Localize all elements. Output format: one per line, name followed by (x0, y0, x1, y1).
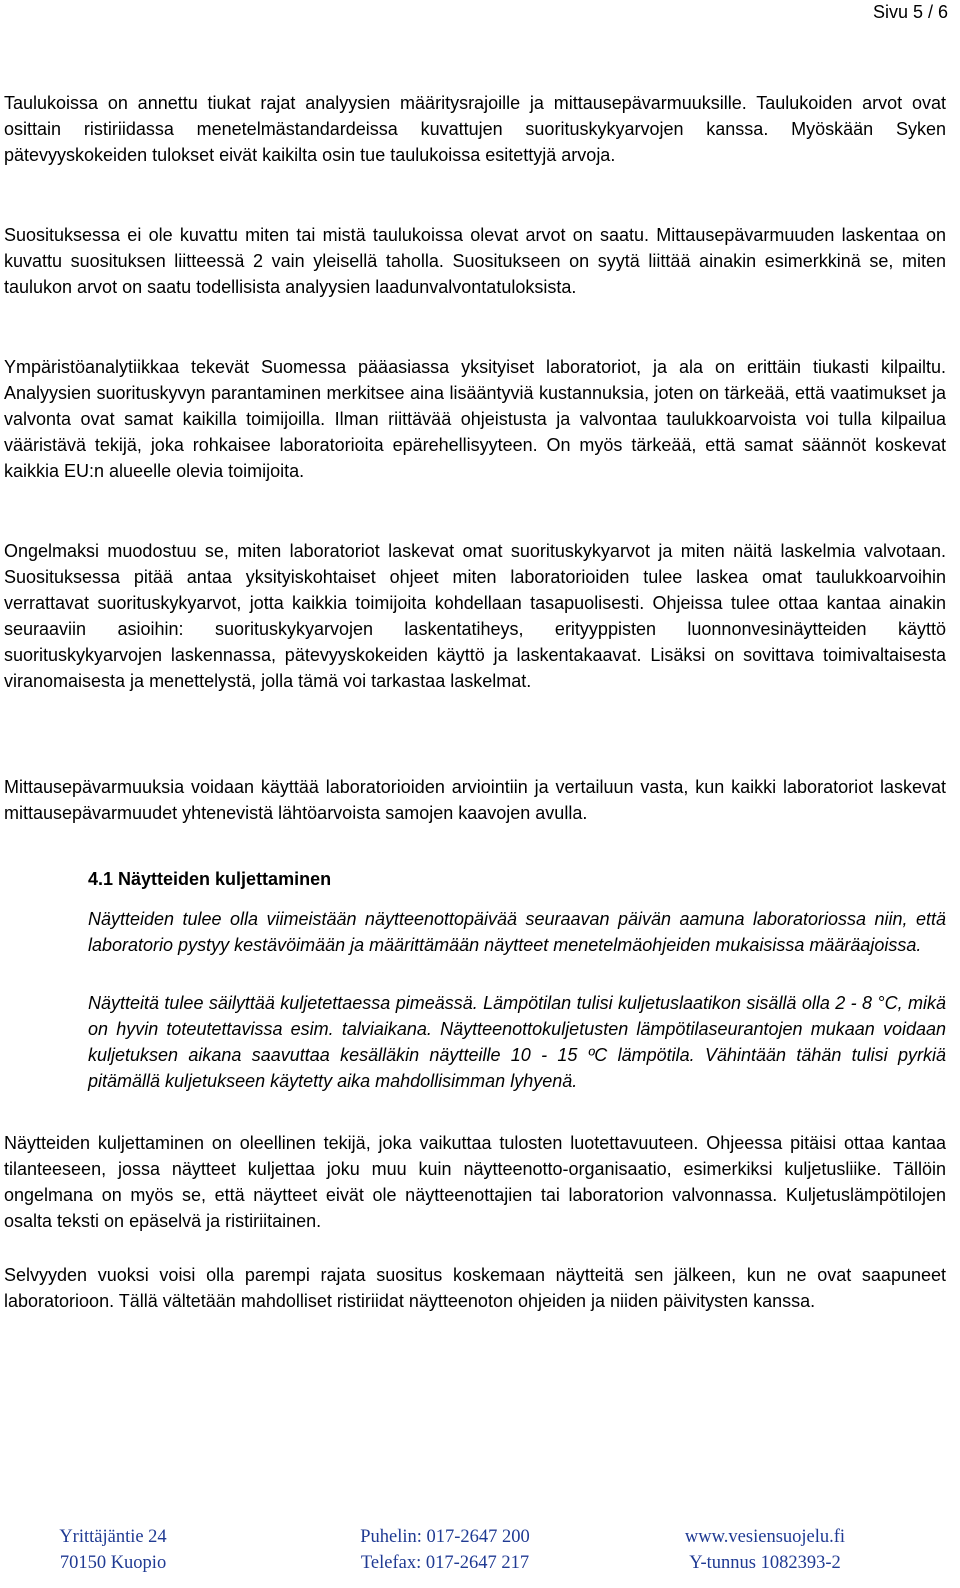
footer-business-id: Y-tunnus 1082393-2 (689, 1553, 841, 1573)
footer-phone-block (340, 1524, 550, 1576)
footer-fax: Telefax: 017-2647 217 (360, 1553, 530, 1573)
footer-phone: Puhelin: 017-2647 200 (360, 1527, 530, 1547)
paragraph-table-values-origin: Suosituksessa ei ole kuvattu miten tai mistä taulukoissa olevat arvot on saatu. Mittausepävarmuuden laskentaa on kuvattu suosituksen liitteessä 2 vain yleisellä taholla. Suositukseen on syytä liittää ainakin esimerkkinä se, miten taulukon arvot on saatu todellisista analyysien laadunvalvontatuloksista. (4, 225, 946, 297)
footer-web-block (660, 1524, 870, 1576)
section-heading: 4.1 Näytteiden kuljettaminen (88, 869, 332, 889)
paragraph-competition: Ympäristöanalytiikkaa tekevät Suomessa pääasiassa yksityiset laboratoriot, ja ala on erittäin tiukasti kilpailtu. Analyysien suorituskyvyn parantaminen merkitsee aina lisääntyviä kustannuksia, joten on tärkeää, että vaatimukset ja valvonta ovat samat kaikilla toimijoilla. Ilman riittävää ohjeistusta ja valvontaa taulukkoarvoista voi tulla kilpailua vääristävä tekijä, joka rohkaisee laboratorioita epärehellisyyteen. On myös tärkeää, että samat säännöt koskevat kaikkia EU:n alueelle olevia toimijoita. (4, 357, 946, 481)
paragraph-table-limits: Taulukoissa on annettu tiukat rajat analyysien määritysrajoille ja mittausepävarmuuksille. Taulukoiden arvot ovat osittain ristiriidassa menetelmästandardeissa kuvattujen suorituskykyarvojen kanssa. Myöskään Syken pätevyyskokeiden tulokset eivät kaikilta osin tue taulukoissa esitettyjä arvoja. (4, 93, 946, 165)
paragraph-scope-clarity: Selvyyden vuoksi voisi olla parempi rajata suositus koskemaan näytteitä sen jälkeen, kun ne ovat saapuneet laboratorioon. Tällä vältetään mahdolliset ristiriidat näytteenoton ohjeiden ja niiden päivitysten kanssa. (4, 1265, 946, 1311)
quoted-text-delivery: Näytteiden tulee olla viimeistään näytteenottopäivää seuraavan päivän aamuna laboratoriossa niin, että laboratorio pystyy kestävöimään ja määrittämään näytteet menetelmäohjeiden mukaisissa määräajoissa. (88, 909, 946, 955)
footer-address (38, 1524, 188, 1576)
quoted-text-storage: Näytteitä tulee säilyttää kuljetettaessa pimeässä. Lämpötilan tulisi kuljetuslaatikon sisällä olla 2 - 8 °C, mikä on hyvin toteutettavissa esim. talviaikana. Näytteenottokuljetusten lämpötilaseurantojen mukaan voidaan kuljetuksen aikana saavuttaa kesälläkin näytteille 10 - 15 ºC lämpötila. Vähintään tähän tulisi pyrkiä pitämällä kuljetukseen käytetty aika mahdollisimman lyhyenä. (88, 993, 946, 1091)
footer-postal: 70150 Kuopio (59, 1553, 167, 1573)
footer-website[interactable]: www.vesiensuojelu.fi (684, 1527, 846, 1547)
footer-street: Yrittäjäntie 24 (59, 1527, 167, 1547)
paragraph-transport-reliability: Näytteiden kuljettaminen on oleellinen tekijä, joka vaikuttaa tulosten luotettavuuteen. Ohjeessa pitäisi ottaa kantaa tilanteeseen, jossa näytteet kuljettaa joku muu kuin näytteenotto-organisaatio, esimerkiksi kuljetusliike. Tällöin ongelmana on myös se, että näytteet eivät ole näytteenottajien tai laboratorion valvonnassa. Kuljetuslämpötilojen osalta teksti on epäselvä ja ristiriitainen. (4, 1133, 946, 1231)
paragraph-measurement-uncertainty: Mittausepävarmuuksia voidaan käyttää laboratorioiden arviointiin ja vertailuun vasta, kun kaikki laboratoriot laskevat mittausepävarmuudet yhtenevistä lähtöarvoista samojen kaavojen avulla. (4, 777, 946, 823)
contact-footer (0, 1524, 960, 1588)
paragraph-performance-calculation: Ongelmaksi muodostuu se, miten laboratoriot laskevat omat suorituskykyarvot ja miten näitä laskelmia valvotaan. Suosituksessa pitää antaa yksityiskohtaiset ohjeet miten laboratorioiden tulee laskea omat taulukkoarvoihin verrattavat suorituskykyarvot, jotta kaikkia toimijoita kohdellaan tasapuolisesti. Ohjeissa tulee ottaa kantaa ainakin seuraaviin asioihin: suorituskykyarvojen laskentatiheys, erityyppisten luonnonvesinäytteiden käyttö suorituskykyarvojen laskennassa, pätevyyskokeiden käyttö ja laskentakaavat. Lisäksi on sovittava toimivaltaisesta viranomaisesta ja menettelystä, jolla tämä voi tarkastaa laskelmat. (4, 541, 946, 691)
page-number: Sivu 5 / 6 (872, 2, 948, 22)
